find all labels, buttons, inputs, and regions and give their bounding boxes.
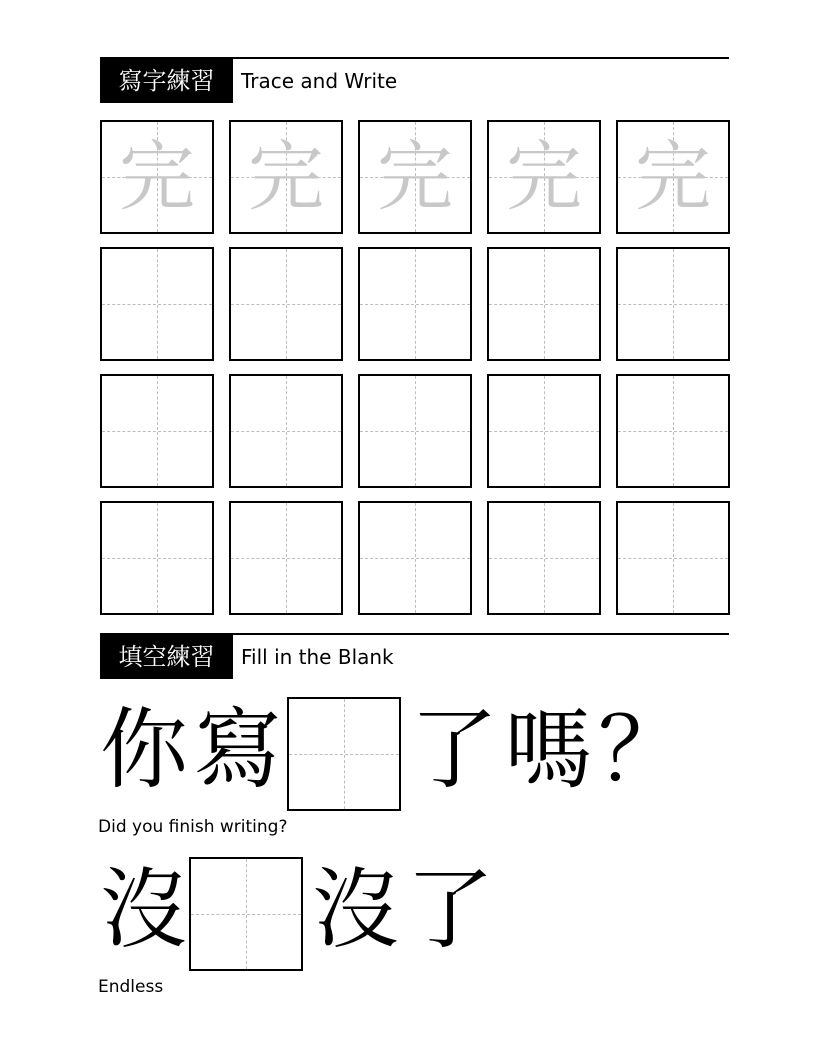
sentence-char: 嗎 <box>503 698 592 801</box>
guide-line-horizontal <box>102 558 212 559</box>
guide-line-horizontal <box>618 558 728 559</box>
sentence-char: 寫 <box>193 698 282 801</box>
practice-cell[interactable] <box>229 247 343 361</box>
practice-cell[interactable] <box>487 247 601 361</box>
guide-line-horizontal <box>489 431 599 432</box>
sentence-translation: Did you finish writing? <box>98 817 288 837</box>
practice-cell[interactable] <box>358 247 472 361</box>
trace-character: 完 <box>119 132 195 221</box>
practice-cell[interactable] <box>616 247 730 361</box>
trace-character: 完 <box>248 132 324 221</box>
fill-section-badge: 填空練習 <box>100 635 233 679</box>
trace-section-badge: 寫字練習 <box>100 59 233 103</box>
guide-line-horizontal <box>360 304 470 305</box>
practice-cell[interactable] <box>616 501 730 615</box>
trace-cell[interactable] <box>487 120 601 234</box>
trace-character: 完 <box>635 132 711 221</box>
practice-cell[interactable] <box>358 501 472 615</box>
guide-line-horizontal <box>360 431 470 432</box>
sentence-char: ？ <box>597 698 686 801</box>
guide-line-horizontal <box>231 558 341 559</box>
guide-line-horizontal <box>102 304 212 305</box>
fill-sentence-2 <box>97 850 517 970</box>
practice-cell[interactable] <box>100 247 214 361</box>
practice-cell[interactable] <box>100 501 214 615</box>
practice-cell[interactable] <box>229 501 343 615</box>
practice-cell[interactable] <box>358 374 472 488</box>
practice-cell[interactable] <box>487 501 601 615</box>
trace-character: 完 <box>377 132 453 221</box>
sentence-translation: Endless <box>98 977 164 997</box>
guide-line-horizontal <box>360 558 470 559</box>
guide-line-horizontal <box>618 304 728 305</box>
trace-cell[interactable] <box>100 120 214 234</box>
guide-line-horizontal <box>618 431 728 432</box>
practice-cell[interactable] <box>229 374 343 488</box>
trace-cell[interactable] <box>616 120 730 234</box>
guide-line-horizontal <box>102 431 212 432</box>
sentence-char: 沒 <box>311 858 400 961</box>
answer-box[interactable] <box>189 857 303 971</box>
guide-line-horizontal <box>231 431 341 432</box>
sentence-char: 你 <box>99 698 188 801</box>
trace-section-header <box>100 57 729 103</box>
answer-box[interactable] <box>287 697 401 811</box>
sentence-char: 沒 <box>99 858 188 961</box>
fill-section-header <box>100 633 729 679</box>
fill-sentence-1 <box>97 690 697 810</box>
guide-line-horizontal <box>489 304 599 305</box>
practice-cell[interactable] <box>616 374 730 488</box>
sentence-char: 了 <box>405 858 494 961</box>
guide-line-horizontal <box>489 558 599 559</box>
trace-cell[interactable] <box>358 120 472 234</box>
sentence-char: 了 <box>409 698 498 801</box>
trace-character: 完 <box>506 132 582 221</box>
guide-line-horizontal <box>231 304 341 305</box>
trace-section-title: Trace and Write <box>241 69 398 93</box>
fill-section-title: Fill in the Blank <box>241 645 394 669</box>
practice-cell[interactable] <box>100 374 214 488</box>
practice-cell[interactable] <box>487 374 601 488</box>
trace-cell[interactable] <box>229 120 343 234</box>
